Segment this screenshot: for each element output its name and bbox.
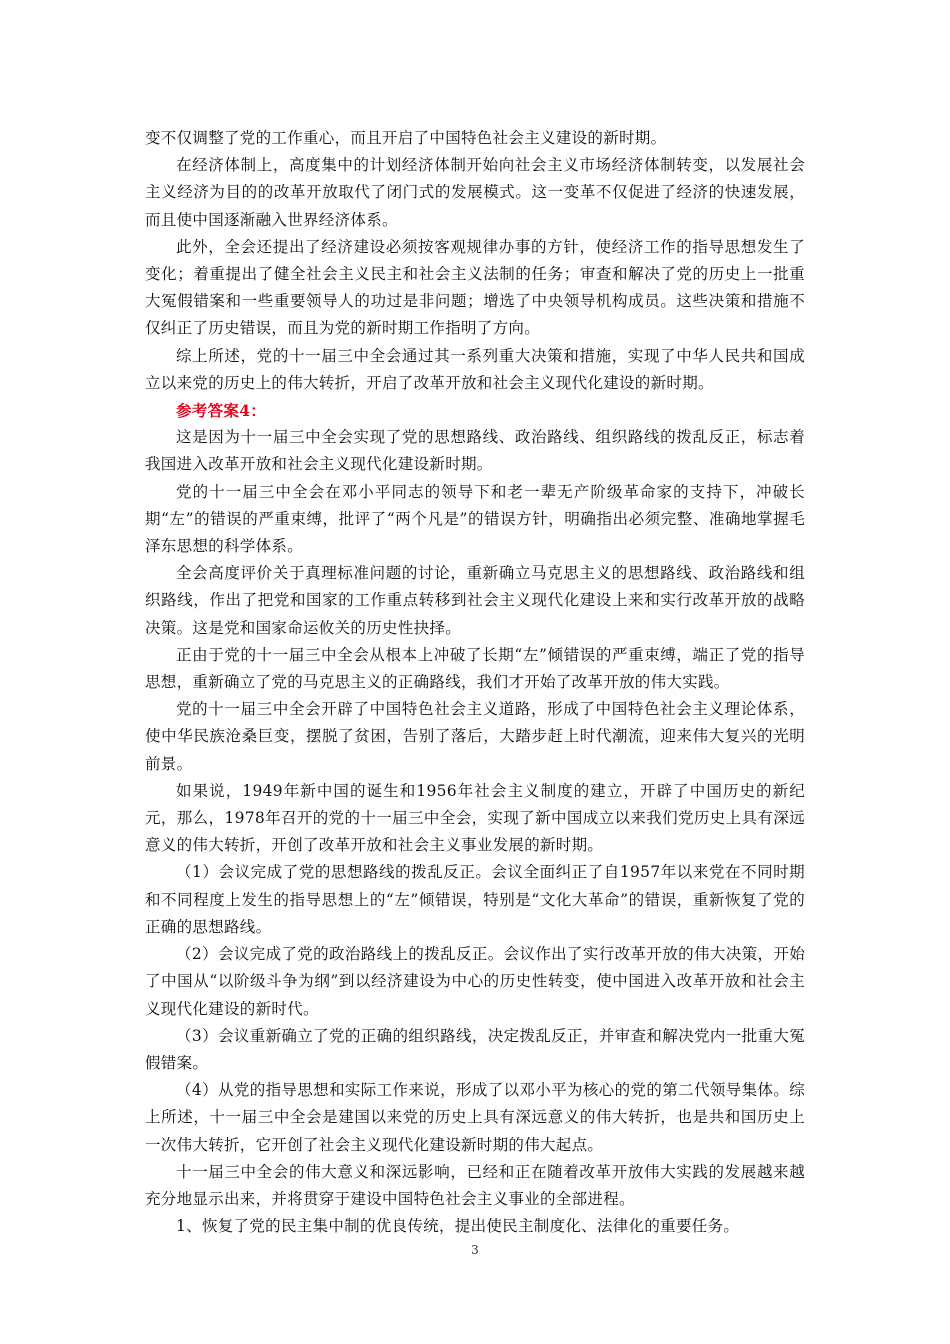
paragraph: （4）从党的指导思想和实际工作来说，形成了以邓小平为核心的党的第二代领导集体。综上所述，十一届三中全会是建国以来党的历史上具有深远意义的伟大转折，也是共和国历史上一次伟大转折，它开创了社会主义现代化建设新时期的伟大起点。	[145, 1081, 805, 1154]
paragraph: 这是因为十一届三中全会实现了党的思想路线、政治路线、组织路线的拨乱反正，标志着我国进入改革开放和社会主义现代化建设新时期。	[145, 428, 805, 474]
paragraph: （3）会议重新确立了党的正确的组织路线，决定拨乱反正，并审查和解决党内一批重大冤假错案。	[145, 1026, 805, 1072]
paragraph: 全会高度评价关于真理标准问题的讨论，重新确立马克思主义的思想路线、政治路线和组织路线，作出了把党和国家的工作重点转移到社会主义现代化建设上来和实行改革开放的战略决策。这是党和国家命运攸关的历史性抉择。	[145, 564, 805, 637]
paragraph: 此外，全会还提出了经济建设必须按客观规律办事的方针，使经济工作的指导思想发生了变化；着重提出了健全社会主义民主和社会主义法制的任务；审查和解决了党的历史上一批重大冤假错案和一些重要领导人的功过是非问题；增选了中央领导机构成员。这些决策和措施不仅纠正了历史错误，而且为党的新时期工作指明了方向。	[145, 237, 805, 338]
answer-heading: 参考答案4：	[176, 401, 267, 421]
paragraph: 正由于党的十一届三中全会从根本上冲破了长期“左”倾错误的严重束缚，端正了党的指导思想，重新确立了党的马克思主义的正确路线，我们才开始了改革开放的伟大实践。	[145, 645, 805, 692]
paragraph: 党的十一届三中全会开辟了中国特色社会主义道路，形成了中国特色社会主义理论体系，使中华民族沧桑巨变，摆脱了贫困，告别了落后，大踏步赶上时代潮流，迎来伟大复兴的光明前景。	[145, 700, 805, 773]
paragraph: 变不仅调整了党的工作重心，而且开启了中国特色社会主义建设的新时期。	[145, 129, 667, 147]
paragraph: （1）会议完成了党的思想路线的拨乱反正。会议全面纠正了自1957年以来党在不同时期和不同程度上发生的指导思想上的“左”倾错误，特别是“文化大革命”的错误，重新恢复了党的正确的思想路线。	[145, 863, 805, 936]
document-body	[145, 125, 805, 1240]
paragraph: 综上所述，党的十一届三中全会通过其一系列重大决策和措施，实现了中华人民共和国成立以来党的历史上的伟大转折，开启了改革开放和社会主义现代化建设的新时期。	[145, 346, 805, 392]
paragraph: 1、恢复了党的民主集中制的优良传统，提出使民主制度化、法律化的重要任务。	[176, 1217, 740, 1236]
paragraph: （2）会议完成了党的政治路线上的拨乱反正。会议作出了实行改革开放的伟大决策，开始了中国从“以阶级斗争为纲”到以经济建设为中心的历史性转变，使中国进入改革开放和社会主义现代化建设的新时代。	[145, 945, 805, 1018]
paragraph: 十一届三中全会的伟大意义和深远影响，已经和正在随着改革开放伟大实践的发展越来越充分地显示出来，并将贯穿于建设中国特色社会主义事业的全部进程。	[145, 1162, 805, 1208]
paragraph: 在经济体制上，高度集中的计划经济体制开始向社会主义市场经济体制转变，以发展社会主义经济为目的的改革开放取代了闭门式的发展模式。这一变革不仅促进了经济的快速发展，而且使中国逐渐融入世界经济体系。	[145, 156, 805, 229]
paragraph: 如果说，1949年新中国的诞生和1956年社会主义制度的建立，开辟了中国历史的新纪元，那么，1978年召开的党的十一届三中全会，实现了新中国成立以来我们党历史上具有深远意义的伟大转折，开创了改革开放和社会主义事业发展的新时期。	[145, 781, 805, 855]
page-number: 3	[471, 1243, 479, 1257]
paragraph: 党的十一届三中全会在邓小平同志的领导下和老一辈无产阶级革命家的支持下，冲破长期“左”的错误的严重束缚，批评了“两个凡是”的错误方针，明确指出必须完整、准确地掌握毛泽东思想的科学体系。	[145, 482, 805, 556]
